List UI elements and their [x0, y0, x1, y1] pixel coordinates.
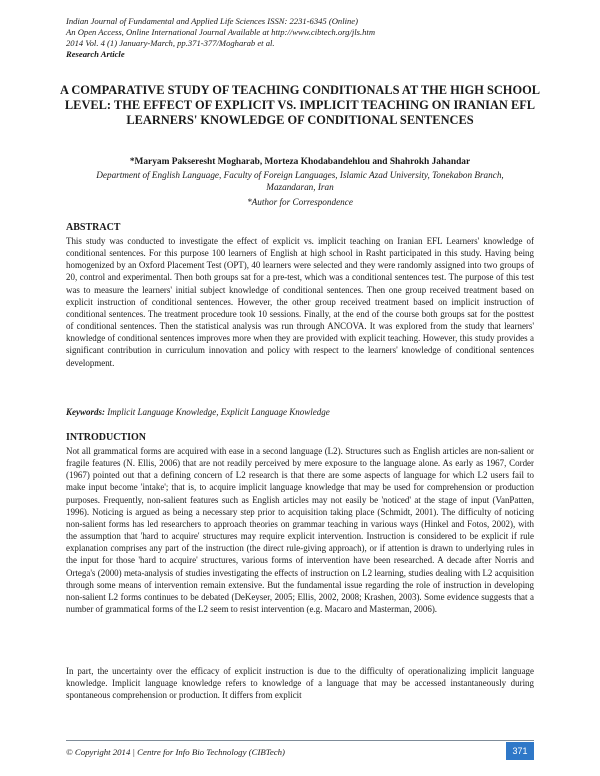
keywords [66, 406, 534, 418]
keywords-label: Keywords: [66, 407, 105, 417]
journal-name-line: Indian Journal of Fundamental and Applied Life Sciences ISSN: 2231-6345 (Online) [66, 16, 358, 26]
paper-title: A COMPARATIVE STUDY OF TEACHING CONDITIONALS AT THE HIGH SCHOOL LEVEL: THE EFFECT OF EXPLICIT VS. IMPLICIT TEACHING ON IRANIAN EFL LEARNERS' KNOWLEDGE OF CONDITIONAL SENTENCES [60, 83, 540, 127]
introduction-paragraph-2: In part, the uncertainty over the efficacy of explicit instruction is due to the difficulty of operationalizing implicit language knowledge. Implicit language knowledge refers to knowledge of a language that may be accessed instantaneously during spontaneous comprehension or production. It differs from explicit [66, 666, 534, 701]
copyright-notice: © Copyright 2014 | Centre for Info Bio Technology (CIBTech) [66, 747, 285, 757]
affiliation: Department of English Language, Faculty of Foreign Languages, Islamic Azad University, Tonekabon Branch, Mazandaran, Iran [96, 170, 504, 192]
author-list: *Maryam Pakseresht Mogharab, Morteza Khodabandehlou and Shahrokh Jahandar [129, 157, 471, 167]
journal-volume-line: 2014 Vol. 4 (1) January-March, pp.371-377/Mogharab et al. [66, 38, 275, 48]
article-type: Research Article [66, 49, 125, 59]
keywords-value: Implicit Language Knowledge, Explicit Language Knowledge [107, 407, 330, 417]
abstract-heading: ABSTRACT [66, 222, 121, 233]
introduction-paragraph-1: Not all grammatical forms are acquired with ease in a second language (L2). Structures such as English articles are non-salient or fragile features (N. Ellis, 2006) that are not readily perceived by mere exposure to the language alone. As early as 1967, Corder (1967) pointed out that a defining concern of L2 research is that there are some aspects of language for which L2 users fail to make input become 'intake'; that is, to acquire implicit language knowledge that may be used for comprehension or production purposes. Frequently, non-salient features such as English articles may not easily be 'noticed' at the stage of input (VanPatten, 1996). Noticing is argued as being a necessary step prior to acquisition taking place (Schmidt, 2001). The difficulty of noticing non-salient forms has led researchers to approach theories on grammar teaching in various ways (Hinkel and Fotos, 2002), with the assumption that 'hard to acquire' structures may require explicit intervention. Instruction is considered to be explicit if rule explanation comprises any part of the instruction (the direct rule-giving approach), or if attention is drawn to underlying rules in the input for those 'hard to acquire' structures, various forms of intervention have been researched. A decade after Norris and Ortega's (2000) meta-analysis of studies investigating the effects of instruction on L2 learning, studies dealing with L2 acquisition through some means of intervention remain extensive. But the fundamental issue regarding the role of instruction in developing non-salient L2 forms continues to be debated (DeKeyser, 2005; Ellis, 2002, 2008; Krashen, 2003). Some evidence suggests that a number of grammatical forms of the L2 seem to resist intervention (e.g. Macaro and Masterman, 2006). [66, 446, 534, 615]
abstract-text: This study was conducted to investigate the effect of explicit vs. implicit teaching on Iranian EFL Learners' knowledge of conditional sentences. For this purpose 100 learners of English at high school in Rasht participated in this study. Having being homogenized by an Oxford Placement Test (OPT), 40 learners were selected and they were randomly assigned into two groups of 20, control and experimental. Then both groups sat for a pre-test, which was a conditional sentences test. The purpose of this test was to measure the learners' initial subject knowledge of conditional sentences. Then one group received treatment based on explicit instruction of conditional sentences. However, the other group received treatment based on implicit instruction of conditional sentences. The treatment procedure took 10 sessions. Finally, at the end of the course both groups sat for the posttest of conditional sentences. Then the statistical analysis was run through ANCOVA. It was explored from the study that learners' knowledge of conditional sentences improves more when they are provided with explicit teaching. However, this study provides a significant contribution in curriculum innovation and policy with respect to the learners' knowledge of conditional sentences development. [66, 236, 534, 368]
journal-header [66, 16, 536, 60]
footer-divider [66, 740, 534, 741]
page-number-badge: 371 [506, 742, 534, 760]
journal-access-line: An Open Access, Online International Journal Available at http://www.cibtech.org/jls.htm [66, 27, 376, 37]
correspondence-note: *Author for Correspondence [247, 197, 353, 207]
introduction-heading: INTRODUCTION [66, 432, 147, 443]
